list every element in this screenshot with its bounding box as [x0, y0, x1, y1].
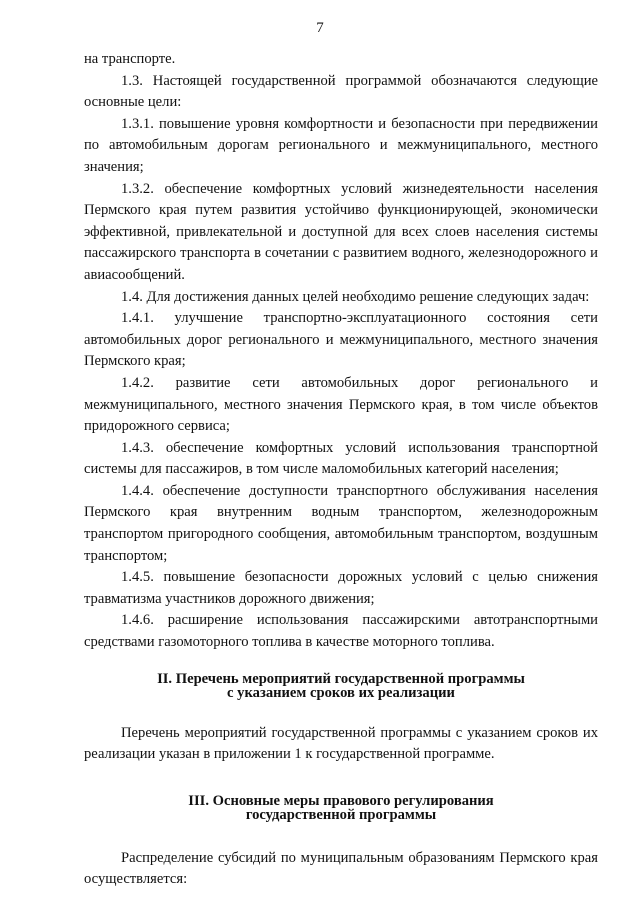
paragraph-continuation: на транспорте.: [84, 51, 176, 67]
section-3-heading-line-2: государственной программы: [245, 807, 437, 824]
paragraph-1-4-1: 1.4.1. улучшение транспортно-эксплуатационного состояния сети автомобильных дорог регионального и межмуниципального, местного значения Пермского края;: [84, 310, 598, 370]
paragraph-1-3-1: 1.3.1. повышение уровня комфортности и безопасности при передвижении по автомобильным дорогам регионального и межмуниципального, местного значения;: [84, 115, 598, 175]
section-2-heading-line-1: II. Перечень мероприятий государственной программы: [157, 670, 525, 687]
section-2-heading-line-2: с указанием сроков их реализации: [227, 685, 455, 702]
page-number: 7: [316, 20, 324, 36]
paragraph-1-3-2: 1.3.2. обеспечение комфортных условий жизнедеятельности населения Пермского края путем развития устойчиво функционирующей, экономически эффективной, привлекательной и доступной для всех слоев населения системы пассажирского транспорта в сочетании с развитием водного, железнодорожного и авиасообщений.: [84, 180, 598, 283]
document-body: [84, 49, 598, 891]
paragraph-1-4-5: 1.4.5. повышение безопасности дорожных условий с целью снижения травматизма участников дорожного движения;: [84, 569, 598, 607]
section-2-heading: [84, 672, 598, 701]
paragraph-1-4-2: 1.4.2. развитие сети автомобильных дорог регионального и межмуниципального, местного значения Пермского края, в том числе объектов придорожного сервиса;: [84, 374, 598, 435]
paragraph-section-2: Перечень мероприятий государственной программы с указанием сроков их реализации указан в приложении 1 к государственной программе.: [84, 724, 598, 763]
paragraph-1-4-6: 1.4.6. расширение использования пассажирскими автотранспортными средствами газомоторного топлива в качестве моторного топлива.: [84, 612, 598, 651]
paragraph-1-4: 1.4. Для достижения данных целей необходимо решение следующих задач:: [121, 288, 590, 305]
section-3-heading: [84, 794, 598, 823]
paragraph-1-4-3: 1.4.3. обеспечение комфортных условий использования транспортной системы для пассажиров, в том числе маломобильных категорий населения;: [84, 439, 598, 478]
paragraph-section-3: Распределение субсидий по муниципальным образованиям Пермского края осуществляется:: [84, 849, 598, 888]
paragraph-1-3: 1.3. Настоящей государственной программой обозначаются следующие основные цели:: [84, 72, 598, 111]
section-3-heading-line-1: III. Основные меры правового регулирования: [188, 792, 494, 809]
paragraph-1-4-4: 1.4.4. обеспечение доступности транспортного обслуживания населения Пермского края внутренним водным транспортом, железнодорожным транспортом пригородного сообщения, автомобильным транспортом, воздушным транспортом;: [84, 482, 598, 564]
